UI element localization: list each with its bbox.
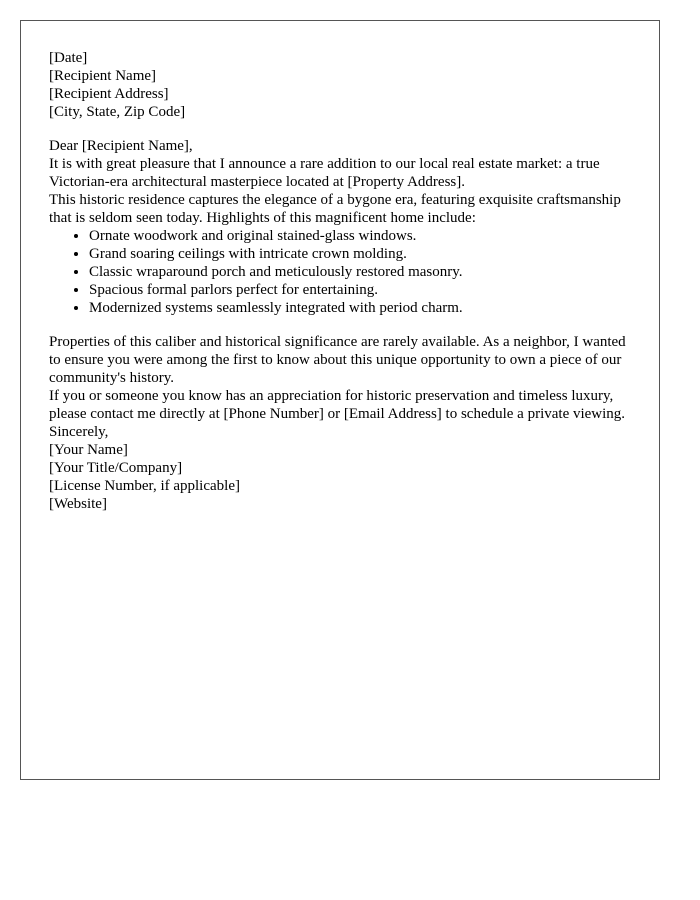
highlight-item: • Ornate woodwork and original stained-glass windows. bbox=[89, 227, 639, 245]
recipient-name: [Recipient Name] bbox=[49, 68, 157, 84]
contact-paragraph: If you or someone you know has an appreciation for historic preservation and timeless luxury, please contact me directly at [Phone Number] or [Email Address] to schedule a private viewing. bbox=[49, 388, 626, 422]
recipient-address: [Recipient Address] bbox=[49, 86, 169, 102]
intro-paragraph: It is with great pleasure that I announce a rare addition to our local real estate market: a true Victorian-era architectural masterpiece located at [Property Address]. bbox=[49, 156, 600, 190]
description-paragraph: This historic residence captures the elegance of a bygone era, featuring exquisite craftsmanship that is seldom seen today. Highlights of this magnificent home include: bbox=[49, 192, 621, 226]
letter-date: [Date] bbox=[49, 50, 88, 66]
letter-page bbox=[20, 20, 660, 780]
signoff: Sincerely, bbox=[49, 424, 109, 440]
availability-paragraph: Properties of this caliber and historical significance are rarely available. As a neighbor, I wanted to ensure you were among the first to know about this unique opportunity to own a piece of our community's history. bbox=[49, 334, 626, 386]
highlights-list bbox=[49, 227, 639, 317]
letter-body bbox=[49, 49, 639, 513]
salutation: Dear [Recipient Name], bbox=[49, 138, 193, 154]
sender-license: [License Number, if applicable] bbox=[49, 478, 240, 494]
highlight-item: • Grand soaring ceilings with intricate crown molding. bbox=[89, 245, 639, 263]
signature-block bbox=[49, 441, 639, 513]
highlight-item: • Spacious formal parlors perfect for entertaining. bbox=[89, 281, 639, 299]
sender-website: [Website] bbox=[49, 496, 107, 512]
recipient-city-state-zip: [City, State, Zip Code] bbox=[49, 104, 186, 120]
highlight-item: • Classic wraparound porch and meticulously restored masonry. bbox=[89, 263, 639, 281]
sender-name: [Your Name] bbox=[49, 442, 128, 458]
recipient-block bbox=[49, 67, 639, 121]
highlight-item: • Modernized systems seamlessly integrated with period charm. bbox=[89, 299, 639, 317]
sender-title-company: [Your Title/Company] bbox=[49, 460, 183, 476]
